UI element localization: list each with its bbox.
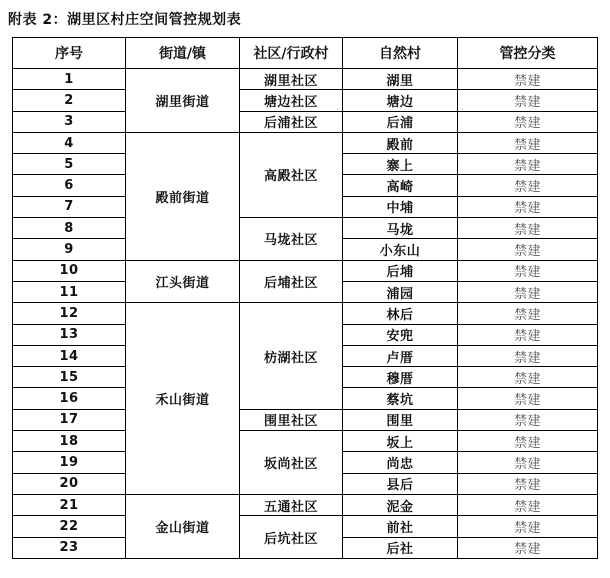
community-cell: 五通社区 xyxy=(240,494,343,515)
control-cell: 禁建 xyxy=(458,132,598,153)
village-cell: 后社 xyxy=(343,537,458,558)
row-no: 10 xyxy=(13,260,126,281)
village-cell: 中埔 xyxy=(343,196,458,217)
row-no: 22 xyxy=(13,516,126,537)
row-no: 7 xyxy=(13,196,126,217)
village-cell: 后浦 xyxy=(343,111,458,132)
table-row xyxy=(13,516,598,537)
community-cell: 湖里社区 xyxy=(240,69,343,90)
village-cell: 马垅 xyxy=(343,218,458,239)
village-cell: 寨上 xyxy=(343,154,458,175)
street-cell: 禾山街道 xyxy=(126,303,240,495)
row-no: 14 xyxy=(13,345,126,366)
village-cell: 湖里 xyxy=(343,69,458,90)
control-cell: 禁建 xyxy=(458,154,598,175)
community-cell: 塘边社区 xyxy=(240,90,343,111)
header-community: 社区/行政村 xyxy=(240,38,343,69)
control-cell: 禁建 xyxy=(458,196,598,217)
control-cell: 禁建 xyxy=(458,452,598,473)
control-cell: 禁建 xyxy=(458,260,598,281)
village-cell: 后埔 xyxy=(343,260,458,281)
community-cell: 后坑社区 xyxy=(240,516,343,559)
header-village: 自然村 xyxy=(343,38,458,69)
row-no: 17 xyxy=(13,409,126,430)
row-no: 23 xyxy=(13,537,126,558)
village-cell: 小东山 xyxy=(343,239,458,260)
row-no: 12 xyxy=(13,303,126,324)
row-no: 11 xyxy=(13,281,126,302)
header-control: 管控分类 xyxy=(458,38,598,69)
control-cell: 禁建 xyxy=(458,409,598,430)
village-cell: 穆厝 xyxy=(343,367,458,388)
header-street: 街道/镇 xyxy=(126,38,240,69)
row-no: 21 xyxy=(13,494,126,515)
village-cell: 高崎 xyxy=(343,175,458,196)
control-cell: 禁建 xyxy=(458,175,598,196)
row-no: 13 xyxy=(13,324,126,345)
row-no: 9 xyxy=(13,239,126,260)
village-cell: 安兜 xyxy=(343,324,458,345)
control-cell: 禁建 xyxy=(458,281,598,302)
control-cell: 禁建 xyxy=(458,516,598,537)
row-no: 16 xyxy=(13,388,126,409)
control-cell: 禁建 xyxy=(458,324,598,345)
village-cell: 塘边 xyxy=(343,90,458,111)
community-cell: 围里社区 xyxy=(240,409,343,430)
village-cell: 林后 xyxy=(343,303,458,324)
control-cell: 禁建 xyxy=(458,367,598,388)
community-cell: 坂尚社区 xyxy=(240,431,343,495)
control-cell: 禁建 xyxy=(458,218,598,239)
village-cell: 县后 xyxy=(343,473,458,494)
row-no: 19 xyxy=(13,452,126,473)
control-cell: 禁建 xyxy=(458,239,598,260)
village-cell: 卢厝 xyxy=(343,345,458,366)
control-cell: 禁建 xyxy=(458,431,598,452)
table-row xyxy=(13,303,598,324)
village-cell: 蔡坑 xyxy=(343,388,458,409)
row-no: 20 xyxy=(13,473,126,494)
table-row xyxy=(13,260,598,281)
table-header-row xyxy=(13,38,598,69)
table-row xyxy=(13,69,598,90)
village-cell: 坂上 xyxy=(343,431,458,452)
control-cell: 禁建 xyxy=(458,388,598,409)
community-cell: 后埔社区 xyxy=(240,260,343,303)
control-cell: 禁建 xyxy=(458,345,598,366)
table-row xyxy=(13,218,598,239)
village-cell: 尚忠 xyxy=(343,452,458,473)
row-no: 15 xyxy=(13,367,126,388)
control-cell: 禁建 xyxy=(458,473,598,494)
control-cell: 禁建 xyxy=(458,537,598,558)
street-cell: 江头街道 xyxy=(126,260,240,303)
row-no: 1 xyxy=(13,69,126,90)
table-row xyxy=(13,494,598,515)
control-cell: 禁建 xyxy=(458,494,598,515)
control-cell: 禁建 xyxy=(458,90,598,111)
control-cell: 禁建 xyxy=(458,303,598,324)
community-cell: 后浦社区 xyxy=(240,111,343,132)
row-no: 5 xyxy=(13,154,126,175)
street-cell: 金山街道 xyxy=(126,494,240,558)
street-cell: 殿前街道 xyxy=(126,132,240,260)
village-cell: 浦园 xyxy=(343,281,458,302)
row-no: 18 xyxy=(13,431,126,452)
table-row xyxy=(13,132,598,153)
village-cell: 围里 xyxy=(343,409,458,430)
street-cell: 湖里街道 xyxy=(126,69,240,133)
community-cell: 高殿社区 xyxy=(240,132,343,217)
table-row xyxy=(13,111,598,132)
control-cell: 禁建 xyxy=(458,111,598,132)
row-no: 8 xyxy=(13,218,126,239)
village-control-table xyxy=(12,37,598,559)
community-cell: 马垅社区 xyxy=(240,218,343,261)
table-caption: 附表 2：湖里区村庄空间管控规划表 xyxy=(8,12,242,28)
control-cell: 禁建 xyxy=(458,69,598,90)
row-no: 3 xyxy=(13,111,126,132)
table-row xyxy=(13,431,598,452)
table-row xyxy=(13,90,598,111)
row-no: 2 xyxy=(13,90,126,111)
header-no: 序号 xyxy=(13,38,126,69)
community-cell: 枋湖社区 xyxy=(240,303,343,409)
village-cell: 殿前 xyxy=(343,132,458,153)
row-no: 4 xyxy=(13,132,126,153)
village-cell: 泥金 xyxy=(343,494,458,515)
row-no: 6 xyxy=(13,175,126,196)
table-row xyxy=(13,409,598,430)
village-cell: 前社 xyxy=(343,516,458,537)
